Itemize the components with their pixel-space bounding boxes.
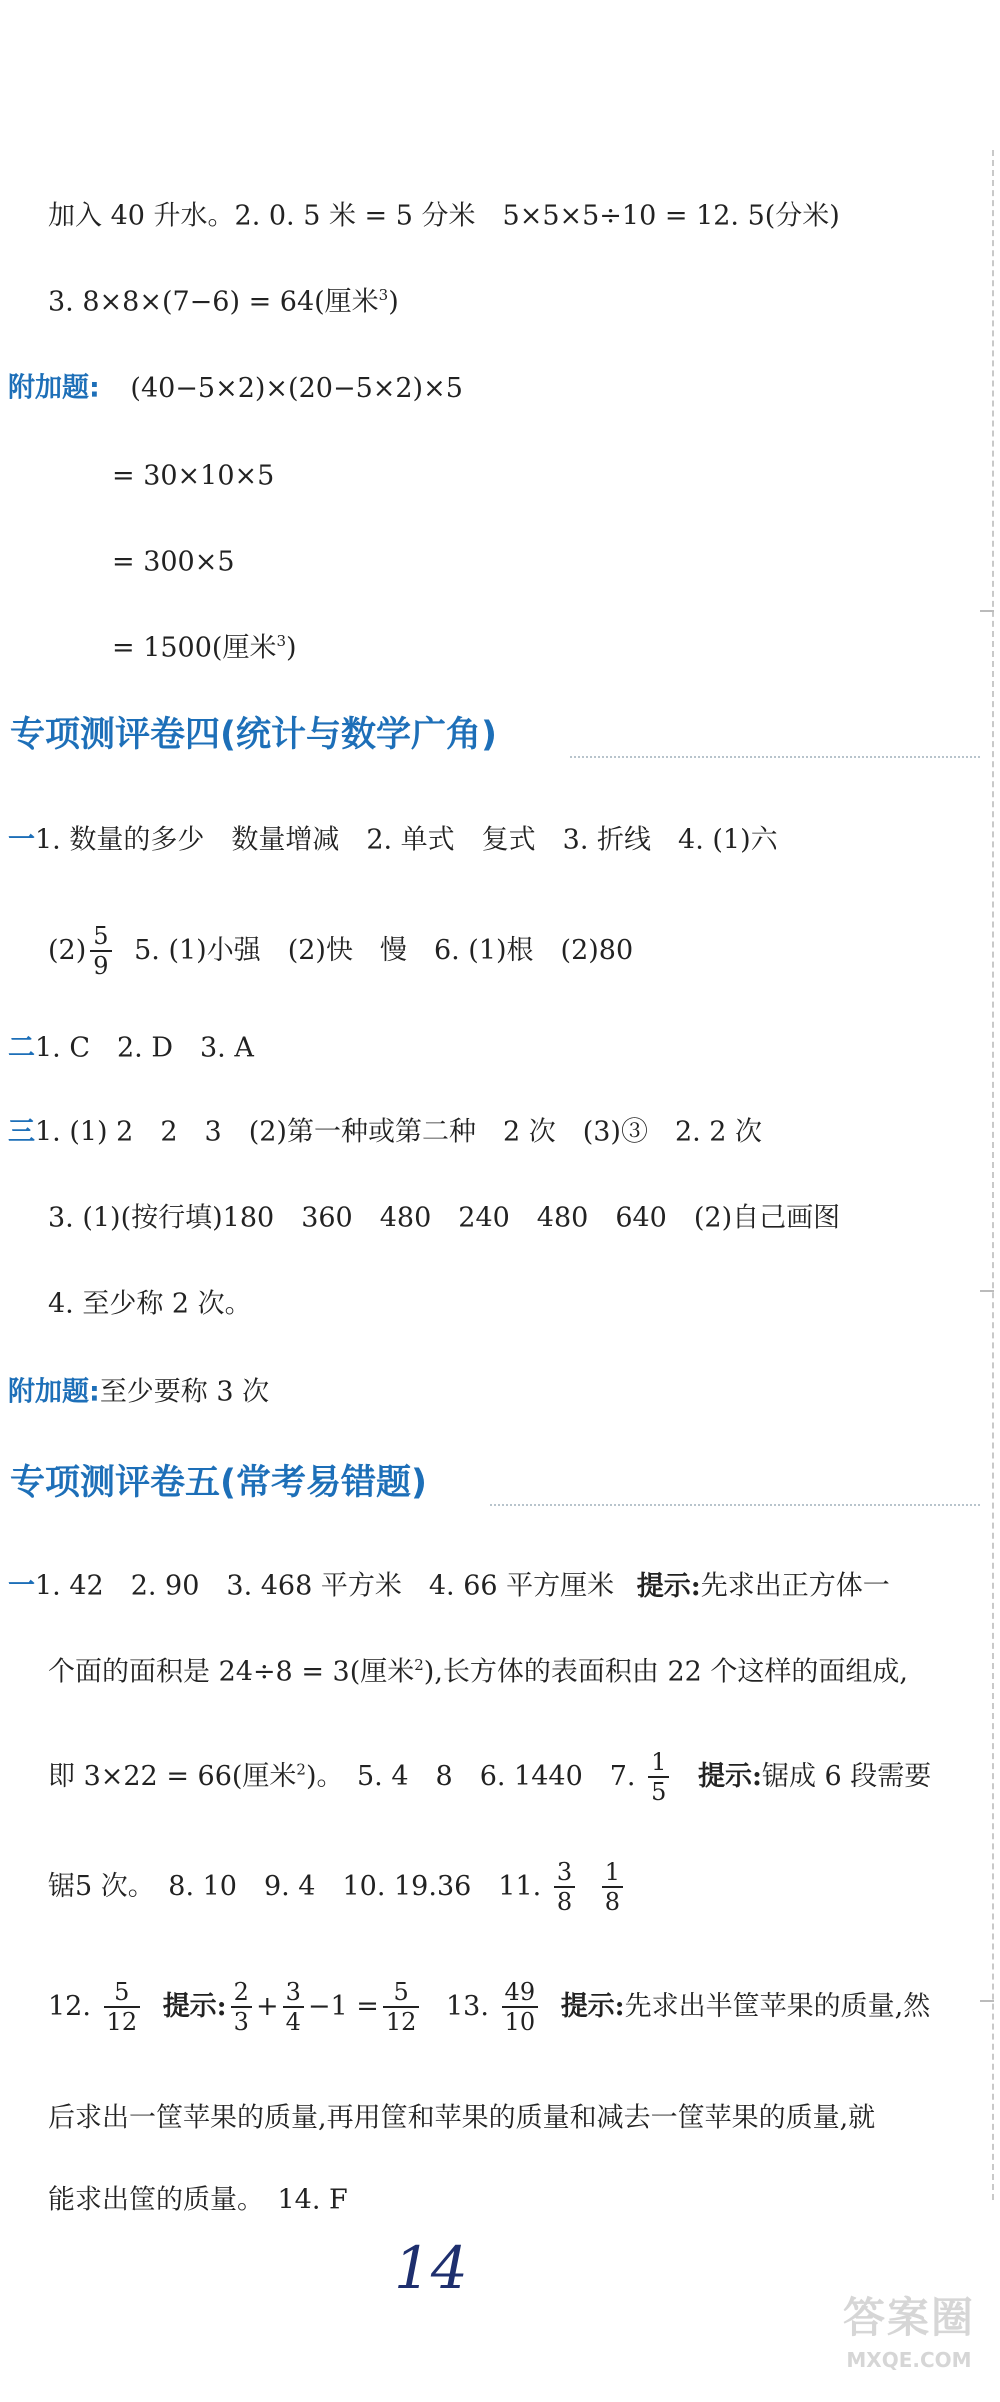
sec5-line2-pre: 个面的面积是 24÷8 = 3(厘米	[48, 1656, 415, 1688]
prev-line-2-sup: 3	[378, 286, 389, 304]
handwritten-page-number: 14	[394, 2234, 468, 2302]
sec5-line5-q13: 13.	[446, 1991, 489, 2022]
sec5-line2	[48, 1652, 1000, 1693]
sec5-line7-text: 能求出筐的质量。 14. F	[48, 2184, 348, 2216]
part-label-one: 一	[8, 1570, 35, 1602]
prev-line-2-text: 3. 8×8×(7−6) = 64(厘米	[48, 286, 379, 318]
sec4-part3-line1-text: 1. (1) 2 2 3 (2)第一种或第二种 2 次 (3)③ 2. 2 次	[35, 1116, 763, 1148]
plus-sign: +	[255, 1991, 279, 2022]
sec5-line3-sup: 2	[296, 1760, 306, 1779]
part-label-one: 一	[8, 824, 35, 856]
fraction: $\frac{5}{9}$	[90, 922, 111, 980]
fraction: $\frac{5}{12}$	[383, 1978, 420, 2036]
sec5-line1-text: 1. 42 2. 90 3. 468 平方米 4. 66 平方厘米	[35, 1570, 615, 1602]
fraction: $\frac{3}{8}$	[554, 1858, 575, 1916]
prev-line-5-text: = 300×5	[112, 546, 235, 578]
sec4-part1-line2-pre: (2)	[48, 935, 87, 966]
sec5-line1-hint: 先求出正方体一	[700, 1570, 890, 1602]
sec4-part2-line1-text: 1. C 2. D 3. A	[35, 1032, 254, 1064]
prev-line-6-sup: 3	[276, 632, 286, 650]
sec5-line5-hint: 先求出半筐苹果的质量,然	[624, 1991, 931, 2022]
prev-line-2-post: )	[388, 286, 399, 318]
extra-question-label: 附加题:	[8, 1376, 100, 1408]
prev-line-1	[48, 196, 1000, 237]
fraction: $\frac{5}{12}$	[104, 1978, 141, 2036]
sec5-line3-mid: )。 5. 4 8 6. 1440 7.	[305, 1761, 636, 1792]
section-5-title-text: 专项测评卷五(常考易错题)	[10, 1463, 427, 1503]
sec5-line3-hint: 锯成 6 段需要	[761, 1761, 932, 1792]
prev-line-2	[48, 282, 1000, 323]
fraction: $\frac{1}{8}$	[602, 1858, 623, 1916]
sec4-part3-line1	[8, 1112, 1000, 1153]
section-5-title	[10, 1456, 980, 1510]
sec5-line5	[48, 1978, 1000, 2036]
hint-label: 提示:	[698, 1761, 762, 1792]
prev-line-6-post: )	[286, 632, 297, 664]
prev-line-5	[112, 542, 1000, 583]
prev-extra-line	[8, 368, 1000, 409]
watermark-bottom: MXQE.COM	[846, 2348, 972, 2372]
sec5-line6	[48, 2098, 1000, 2139]
sec4-part2-line1	[8, 1028, 1000, 1069]
prev-line-6-text: = 1500(厘米	[112, 632, 277, 664]
sec4-part3-line3	[48, 1284, 1000, 1325]
sec4-extra-line	[8, 1372, 1000, 1413]
sec4-extra-text: 至少要称 3 次	[99, 1376, 270, 1408]
hint-label: 提示:	[636, 1570, 701, 1602]
sec4-part3-line3-text: 4. 至少称 2 次。	[48, 1288, 252, 1320]
fraction: $\frac{49}{10}$	[502, 1978, 539, 2036]
sec5-line4-pre: 锯5 次。 8. 10 9. 4 10. 19.36 11.	[48, 1871, 542, 1902]
sec5-line5-pre: 12.	[48, 1991, 91, 2022]
prev-line-1-text: 加入 40 升水。2. 0. 5 米 = 5 分米 5×5×5÷10 = 12. 5(分米)	[48, 200, 840, 232]
sec4-part1-line1	[8, 820, 1000, 861]
sec5-line2-post: ),长方体的表面积由 22 个这样的面组成,	[423, 1656, 909, 1688]
prev-line-4-text: = 30×10×5	[112, 460, 275, 492]
sec4-part3-line2	[48, 1198, 1000, 1239]
sec5-line3-pre: 即 3×22 = 66(厘米	[48, 1761, 297, 1792]
part-label-two: 二	[8, 1032, 35, 1064]
watermark-top: 答案圈	[842, 2293, 975, 2342]
sec5-line2-sup: 2	[414, 1656, 424, 1674]
section-4-title	[10, 708, 980, 762]
sec5-line5-mid: −1 =	[307, 1991, 379, 2022]
sec5-line6-text: 后求出一筐苹果的质量,再用筐和苹果的质量和减去一筐苹果的质量,就	[48, 2102, 876, 2134]
sec4-part3-line2-text: 3. (1)(按行填)180 360 480 240 480 640 (2)自己画图	[48, 1202, 841, 1234]
part-label-three: 三	[8, 1116, 35, 1148]
hint-label: 提示:	[560, 1991, 625, 2022]
prev-line-4	[112, 456, 1000, 497]
sec5-line3	[48, 1748, 1000, 1806]
extra-question-label: 附加题:	[8, 372, 100, 404]
sec4-part1-line1-text: 1. 数量的多少 数量增减 2. 单式 复式 3. 折线 4. (1)六	[35, 824, 778, 856]
hint-label: 提示:	[162, 1991, 227, 2022]
sec5-line1	[8, 1566, 1000, 1607]
fraction: $\frac{3}{4}$	[283, 1978, 304, 2036]
sec5-line7	[48, 2180, 1000, 2221]
section-4-title-text: 专项测评卷四(统计与数学广角)	[10, 715, 497, 755]
sec5-line4	[48, 1858, 1000, 1916]
sec4-part1-line2	[48, 922, 1000, 980]
fraction: $\frac{1}{5}$	[648, 1748, 669, 1806]
watermark-logo	[826, 2290, 992, 2386]
prev-line-6	[112, 628, 1000, 669]
prev-line-3: (40−5×2)×(20−5×2)×5	[130, 372, 463, 404]
fraction: $\frac{2}{3}$	[231, 1978, 252, 2036]
sec4-part1-line2-post: 5. (1)小强 (2)快 慢 6. (1)根 (2)80	[134, 935, 634, 966]
